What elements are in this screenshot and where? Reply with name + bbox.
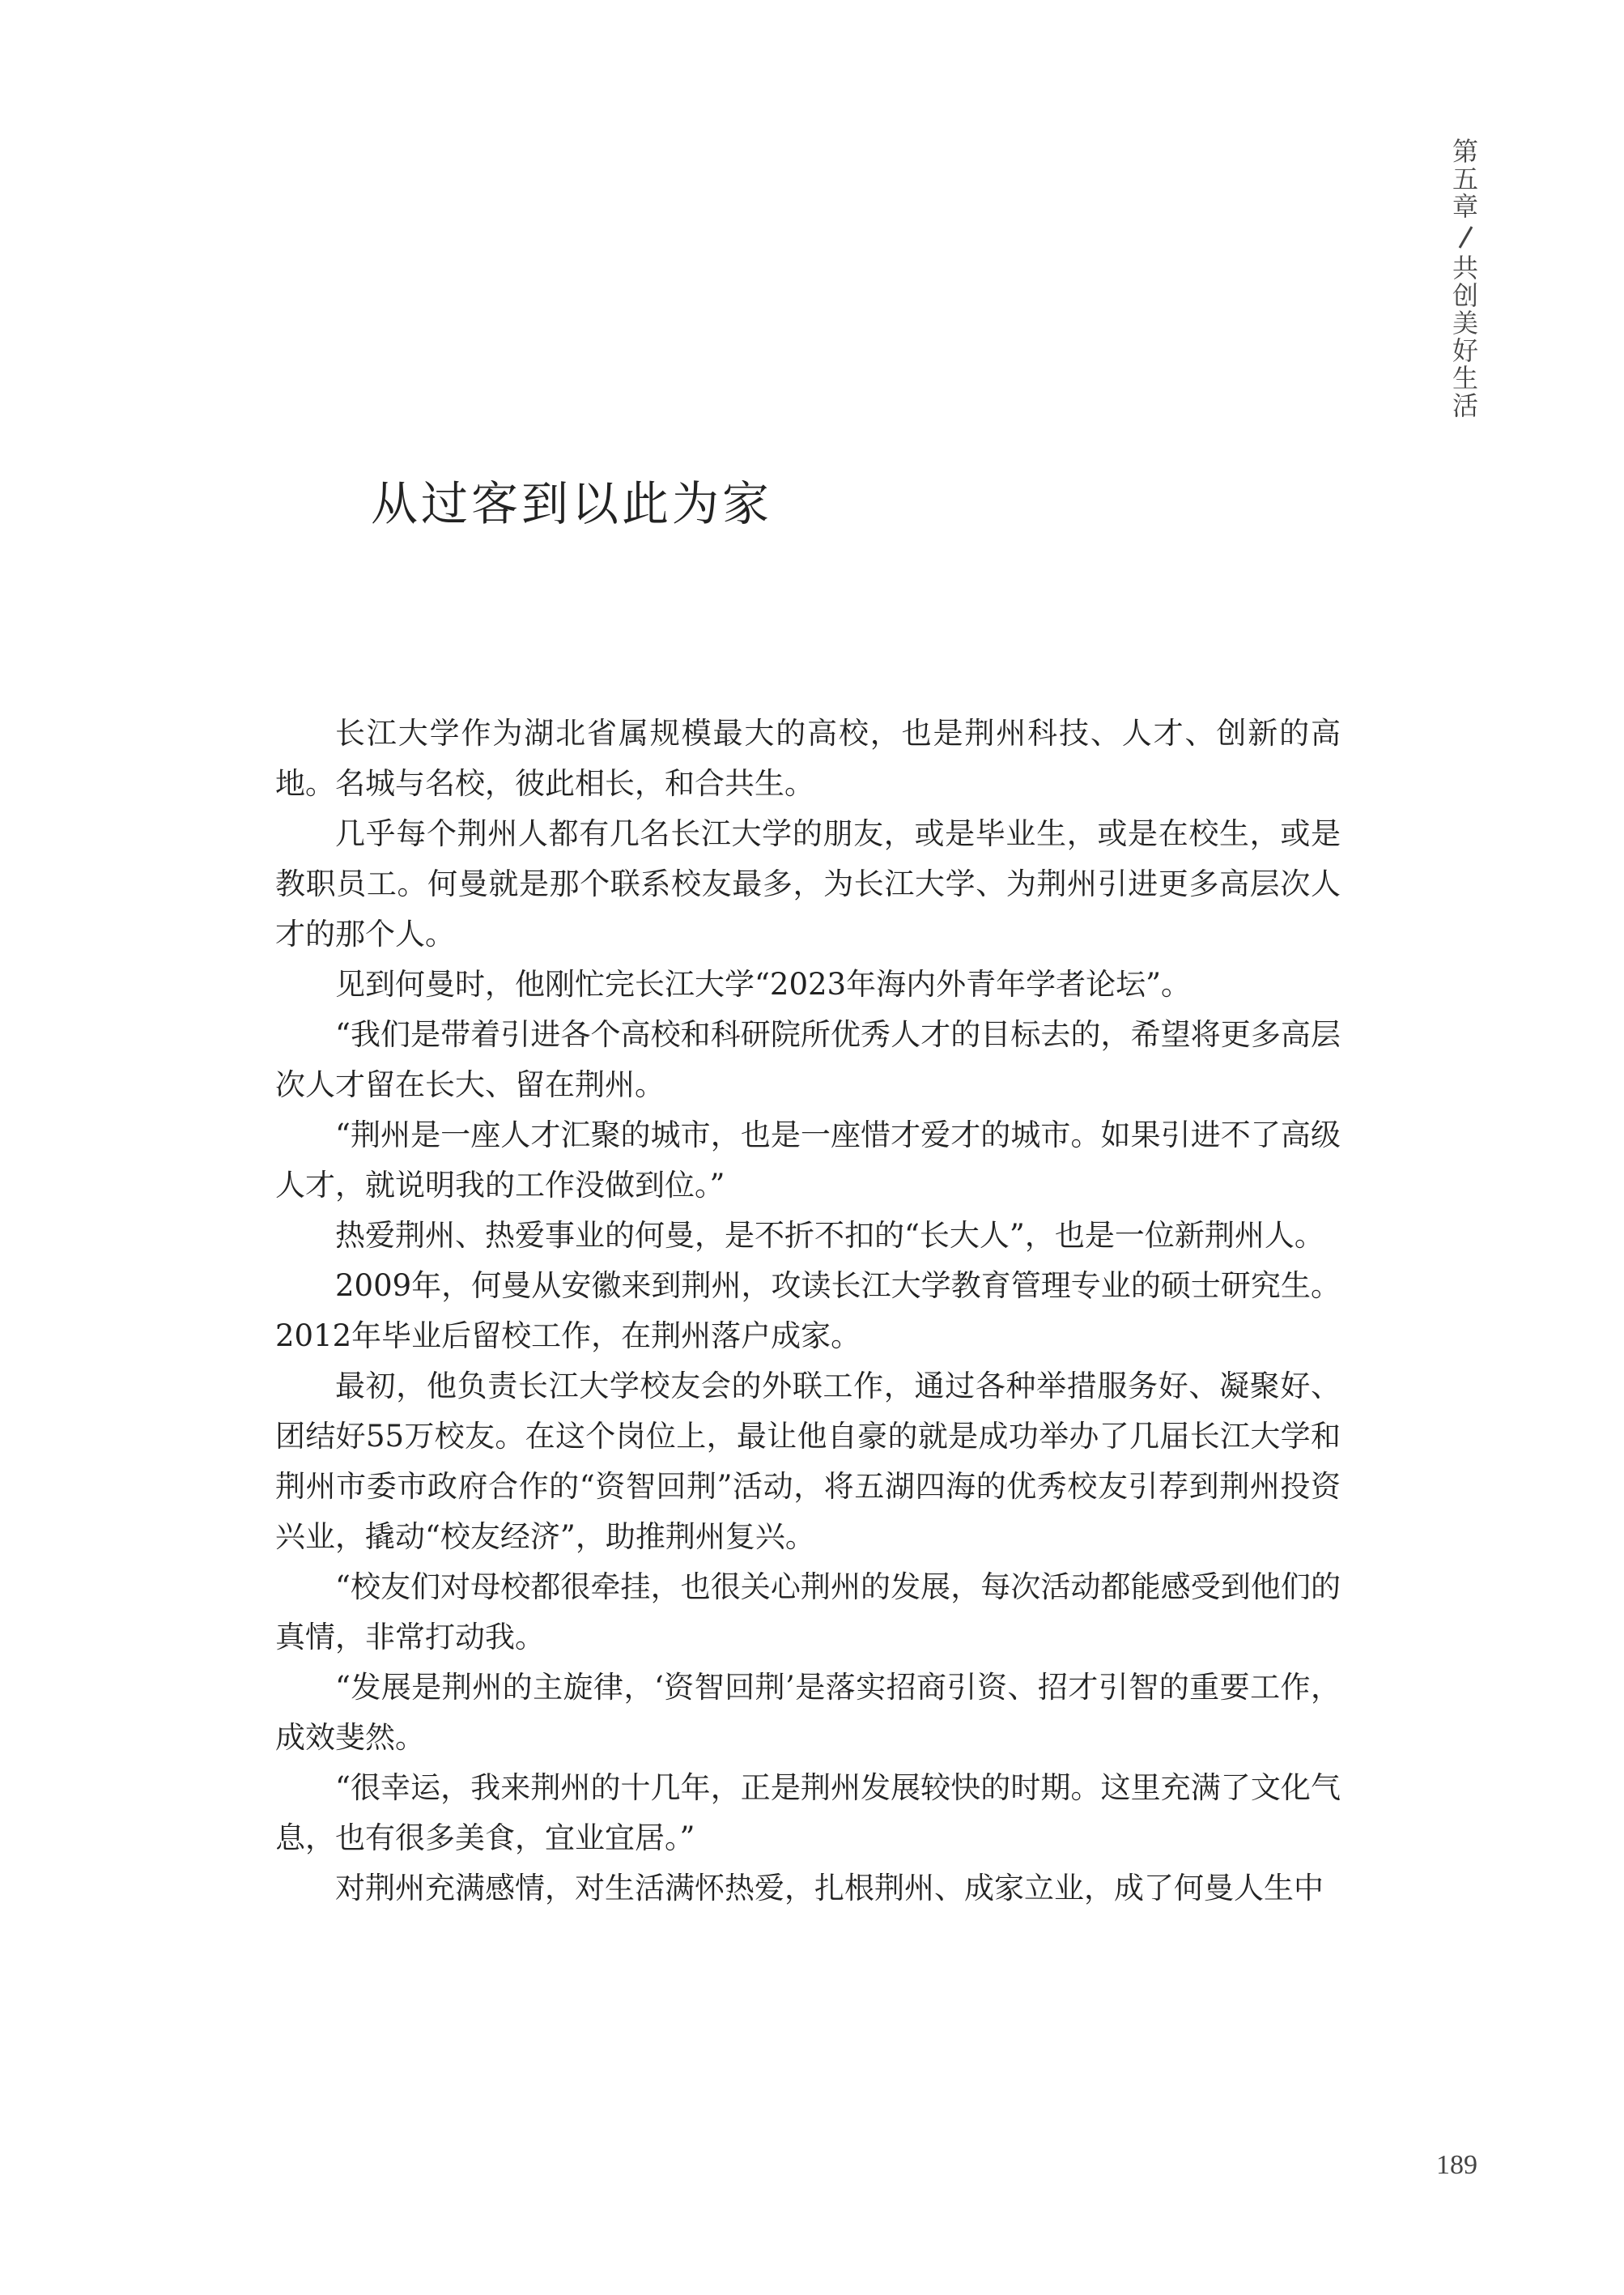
paragraph: “发展是荆州的主旋律，‘资智回荆’是落实招商引资、招才引智的重要工作，成效斐然。 [275, 1670, 1341, 1755]
paragraph: “很幸运，我来荆州的十几年，正是荆州发展较快的时期。这里充满了文化气息，也有很多美食，宜业宜居。” [275, 1770, 1341, 1855]
paragraph: “荆州是一座人才汇聚的城市，也是一座惜才爱才的城市。如果引进不了高级人才，就说明我的工作没做到位。” [275, 1118, 1341, 1203]
paragraph: 长江大学作为湖北省属规模最大的高校，也是荆州科技、人才、创新的高地。名城与名校，彼此相长，和合共生。 [275, 716, 1341, 801]
running-header [1443, 138, 1488, 419]
paragraph: 最初，他负责长江大学校友会的外联工作，通过各种举措服务好、凝聚好、团结好55万校友。在这个岗位上，最让他自豪的就是成功举办了几届长江大学和荆州市委市政府合作的“资智回荆”活动，将五湖四海的优秀校友引荐到荆州投资兴业，撬动“校友经济”，助推荆州复兴。 [275, 1369, 1341, 1554]
paragraph: “校友们对母校都很牵挂，也很关心荆州的发展，每次活动都能感受到他们的真情，非常打动我。 [275, 1569, 1341, 1654]
header-separator [1458, 226, 1473, 248]
paragraph: 热爱荆州、热爱事业的何曼，是不折不扣的“长大人”，也是一位新荆州人。 [335, 1218, 1324, 1253]
section-label: 共 创 美 好 生 活 [1452, 253, 1478, 421]
page-number: 189 [1436, 2150, 1477, 2180]
paragraph: 见到何曼时，他刚忙完长江大学“2023年海内外青年学者论坛”。 [335, 967, 1191, 1002]
article-body [275, 709, 1341, 1914]
paragraph: 对荆州充满感情，对生活满怀热爱，扎根荆州、成家立业，成了何曼人生中 [335, 1871, 1324, 1905]
article-title: 从过客到以此为家 [371, 476, 773, 531]
paragraph: 几乎每个荆州人都有几名长江大学的朋友，或是毕业生，或是在校生，或是教职员工。何曼就是那个联系校友最多，为长江大学、为荆州引进更多高层次人才的那个人。 [275, 816, 1341, 952]
paragraph: 2009年，何曼从安徽来到荆州，攻读长江大学教育管理专业的硕士研究生。2012年毕业后留校工作，在荆州落户成家。 [275, 1268, 1341, 1353]
paragraph: “我们是带着引进各个高校和科研院所优秀人才的目标去的，希望将更多高层次人才留在长大、留在荆州。 [275, 1017, 1341, 1102]
chapter-label: 第 五 章 [1452, 136, 1478, 222]
